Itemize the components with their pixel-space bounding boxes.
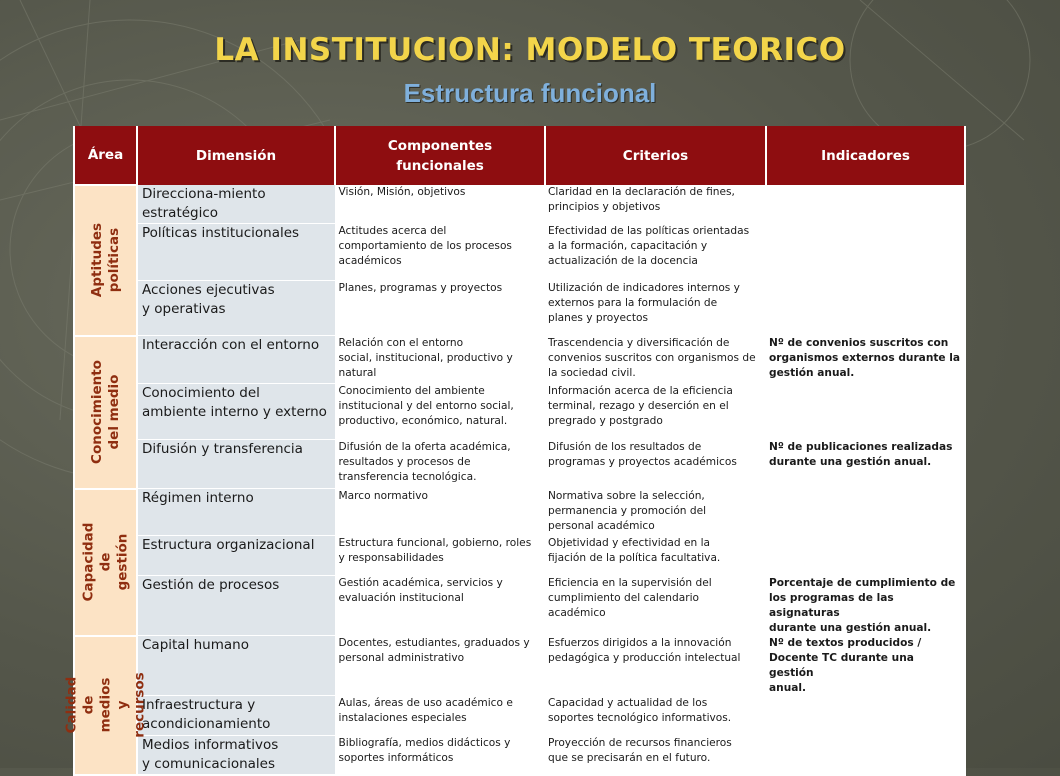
- criteria-cell: Normativa sobre la selección, permanencia y promoción del personal académico: [548, 489, 707, 532]
- dimension-cell: Gestión de procesos: [137, 576, 335, 636]
- area-cell-capacidad: [74, 489, 137, 636]
- dimension-cell: Interacción con el entorno: [137, 336, 335, 384]
- table-row: [74, 736, 965, 775]
- header-indicators: Indicadores: [766, 126, 965, 185]
- area-label: Aptitudes políticas: [88, 223, 122, 298]
- criteria-cell: Claridad en la declaración de fines, principios y objetivos: [548, 186, 735, 213]
- table-header-row: [74, 126, 965, 185]
- dimension-cell: Conocimiento del ambiente interno y externo: [137, 384, 335, 440]
- criteria-cell: Trascendencia y diversificación de convenios suscritos con organismos de la sociedad civil.: [548, 336, 756, 379]
- area-cell-calidad: [63, 636, 147, 775]
- criteria-cell: Objetividad y efectividad en la fijación de la política facultativa.: [548, 536, 721, 564]
- slide-subtitle: Estructura funcional: [403, 78, 657, 108]
- header-area: Área: [74, 126, 137, 185]
- components-cell: Actitudes acerca del comportamiento de los procesos académicos: [338, 224, 512, 267]
- components-cell: Conocimiento del ambiente institucional y del entorno social, productivo, económico, natural.: [338, 384, 514, 427]
- dimension-cell: Medios informativos y comunicacionales: [137, 736, 335, 775]
- indicators-cell: [766, 281, 965, 336]
- components-cell: Aulas, áreas de uso académico e instalaciones especiales: [338, 696, 513, 724]
- area-label: Conocimiento del medio: [88, 360, 122, 464]
- criteria-cell: Capacidad y actualidad de los soportes tecnológico informativos.: [548, 696, 732, 724]
- components-cell: Estructura funcional, gobierno, roles y responsabilidades: [338, 536, 532, 564]
- components-cell: Difusión de la oferta académica, resultados y procesos de transferencia tecnológica.: [338, 440, 511, 483]
- criteria-cell: Información acerca de la eficiencia terminal, rezago y deserción en el pregrado y postgrado: [548, 384, 733, 427]
- indicators-cell: Nº de textos producidos / Docente TC durante una gestión anual.: [769, 636, 922, 694]
- criteria-cell: Difusión de los resultados de programas y proyectos académicos: [548, 440, 737, 468]
- indicators-cell: Nº de publicaciones realizadas durante una gestión anual.: [769, 440, 953, 468]
- functional-structure-table: [63, 126, 966, 776]
- area-cell-conocimiento: [74, 336, 137, 489]
- table-row: [74, 696, 965, 736]
- components-cell: Docentes, estudiantes, graduados y personal administrativo: [338, 636, 530, 664]
- area-label: Calidad de medios y recursos: [63, 672, 147, 738]
- criteria-cell: Esfuerzos dirigidos a la innovación pedagógica y producción intelectual: [548, 636, 741, 664]
- components-cell: Visión, Misión, objetivos: [338, 186, 466, 198]
- header-dimension: Dimensión: [137, 126, 335, 185]
- indicators-cell: [766, 696, 965, 736]
- dimension-cell: Direcciona-miento estratégico: [137, 185, 335, 224]
- components-cell: Marco normativo: [338, 489, 428, 502]
- header-components: Componentes funcionales: [335, 126, 545, 185]
- table-row: [74, 224, 965, 281]
- dimension-cell: Capital humano: [137, 636, 335, 696]
- slide-title: LA INSTITUCION: MODELO TEORICO: [214, 32, 846, 68]
- dimension-cell: Políticas institucionales: [137, 224, 335, 281]
- components-cell: Gestión académica, servicios y evaluación institucional: [338, 576, 503, 604]
- indicators-cell: [766, 736, 965, 775]
- criteria-cell: Efectividad de las políticas orientadas a la formación, capacitación y actualización de la docencia: [548, 224, 750, 267]
- criteria-cell: Utilización de indicadores internos y externos para la formulación de planes y proyectos: [548, 281, 740, 324]
- indicators-cell: Nº de convenios suscritos con organismos externos durante la gestión anual.: [769, 336, 961, 379]
- dimension-cell: Acciones ejecutivas y operativas: [137, 281, 335, 336]
- dimension-cell: Infraestructura y acondicionamiento: [137, 696, 335, 736]
- indicators-cell: Porcentaje de cumplimiento de los programas de las asignaturas durante una gestión anual.: [769, 576, 956, 634]
- criteria-cell: Proyección de recursos financieros que se precisarán en el futuro.: [548, 736, 732, 764]
- dimension-cell: Difusión y transferencia: [137, 440, 335, 489]
- table-row: [74, 489, 965, 536]
- table-row: [74, 536, 965, 576]
- table-row: [74, 576, 965, 636]
- header-criteria: Criterios: [545, 126, 766, 185]
- indicators-cell: [766, 489, 965, 536]
- area-label: Capacidad de gestión: [80, 522, 130, 602]
- criteria-cell: Eficiencia en la supervisión del cumplimiento del calendario académico: [548, 576, 712, 619]
- indicators-cell: [766, 185, 965, 224]
- indicators-cell: [766, 384, 965, 440]
- components-cell: Planes, programas y proyectos: [338, 281, 503, 294]
- indicators-cell: [766, 224, 965, 281]
- table-row: [74, 185, 965, 224]
- indicators-cell: [766, 536, 965, 576]
- table-row: [74, 281, 965, 336]
- table-row: [74, 636, 965, 696]
- components-cell: Relación con el entorno social, institucional, productivo y natural: [338, 336, 513, 379]
- table-row: [74, 336, 965, 384]
- area-cell-aptitudes: [74, 185, 137, 336]
- table-row: [74, 440, 965, 489]
- table-row: [74, 384, 965, 440]
- components-cell: Bibliografía, medios didácticos y soportes informáticos: [338, 736, 511, 764]
- dimension-cell: Estructura organizacional: [137, 536, 335, 576]
- dimension-cell: Régimen interno: [137, 489, 335, 536]
